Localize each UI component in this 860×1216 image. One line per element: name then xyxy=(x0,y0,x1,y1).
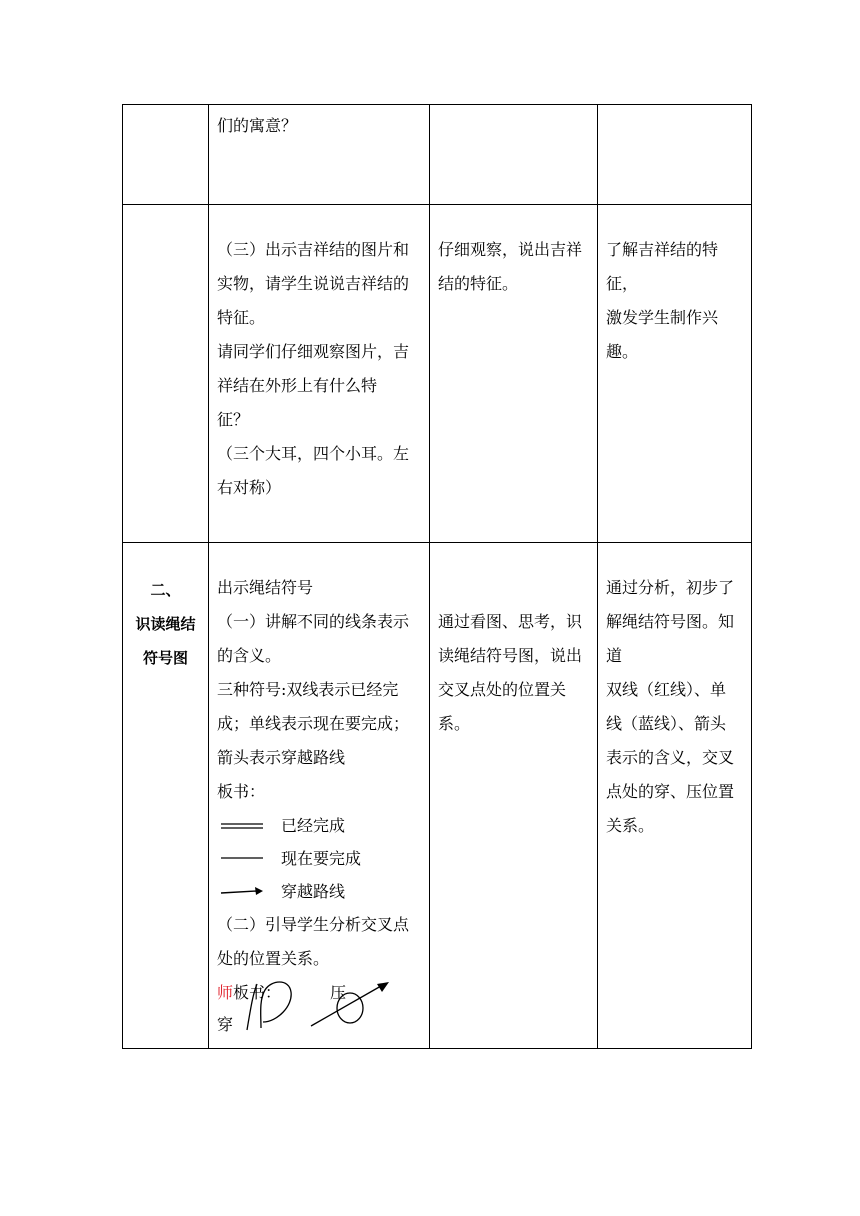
press-label: 压 xyxy=(330,983,347,1002)
text-line: 通过分析，初步了 xyxy=(606,578,735,597)
table-row xyxy=(123,205,752,543)
symbol-label: 现在要完成 xyxy=(281,848,362,868)
table-row xyxy=(123,543,752,1049)
text-line: 点处的穿、压位置 xyxy=(606,782,735,801)
text-line: （三）出示吉祥结的图片和 xyxy=(217,240,410,259)
text-line: 处的位置关系。 xyxy=(217,949,330,968)
text-line: 成；单线表示现在要完成； xyxy=(217,714,410,733)
text-line: 特征。 xyxy=(217,308,266,327)
text-line: 箭头表示穿越路线 xyxy=(217,748,346,767)
text-line: 关系。 xyxy=(606,816,655,835)
text-line: 板书： xyxy=(217,782,266,801)
text-line: 读绳结符号图，说出 xyxy=(438,646,583,665)
text-line: 了解吉祥结的特 xyxy=(606,240,719,259)
stage-number: 二、 xyxy=(150,581,181,599)
text-line: 征， xyxy=(606,274,639,293)
design-purpose-cell xyxy=(598,205,752,543)
student-activity-cell xyxy=(430,543,598,1049)
text-line: 实物，请学生说说吉祥结的 xyxy=(217,274,410,293)
stage-cell xyxy=(123,105,209,205)
symbol-legend-item xyxy=(217,842,423,875)
stage-title: 识读绳结 xyxy=(135,615,196,633)
board-prefix: 师 xyxy=(217,983,234,1002)
lesson-plan-table xyxy=(122,104,752,1049)
text-line: 出示绳结符号 xyxy=(217,578,314,597)
symbol-legend-item xyxy=(217,875,423,908)
stage-cell xyxy=(123,543,209,1049)
board-label: 板书： xyxy=(233,983,282,1002)
text-line: 系。 xyxy=(438,714,471,733)
text-line: 通过看图、思考，识 xyxy=(438,612,583,631)
text-line: 征？ xyxy=(217,410,250,429)
text-line: 道 xyxy=(606,646,623,665)
table-row xyxy=(123,105,752,205)
text-line: 仔细观察，说出吉祥 xyxy=(438,240,583,259)
crossing-sketch-icon xyxy=(217,976,424,1042)
teacher-activity-cell xyxy=(209,205,430,543)
text-line: 右对称） xyxy=(217,478,282,497)
text-line: 趣。 xyxy=(606,342,639,361)
design-purpose-cell xyxy=(598,543,752,1049)
teacher-activity-cell xyxy=(209,543,430,1049)
symbol-label: 已经完成 xyxy=(281,815,346,835)
text-line: 结的特征。 xyxy=(438,274,519,293)
arrow-icon xyxy=(219,885,265,899)
text-line: 请同学们仔细观察图片，吉 xyxy=(217,342,410,361)
board-sketch xyxy=(217,976,423,1042)
design-purpose-cell xyxy=(598,105,752,205)
text-line: 交叉点处的位置关 xyxy=(438,680,567,699)
text-line: 双线（红线）、单 xyxy=(606,680,727,699)
text-line: 激发学生制作兴 xyxy=(606,308,719,327)
symbol-label: 穿越路线 xyxy=(281,881,346,901)
text-line: 线（蓝线）、箭头 xyxy=(606,714,727,733)
single-line-icon xyxy=(219,852,265,866)
stage-cell xyxy=(123,205,209,543)
student-activity-cell xyxy=(430,105,598,205)
through-label: 穿 xyxy=(217,1015,234,1034)
student-activity-cell xyxy=(430,205,598,543)
symbol-legend-item xyxy=(217,809,423,842)
text-line: 祥结在外形上有什么特 xyxy=(217,376,378,395)
text-line: （三个大耳，四个小耳。左 xyxy=(217,444,410,463)
text-line: 们的寓意？ xyxy=(217,116,298,135)
text-line: 三种符号:双线表示已经完 xyxy=(217,680,399,699)
text-line: 表示的含义，交叉 xyxy=(606,748,735,767)
text-line: 解绳结符号图。知 xyxy=(606,612,735,631)
text-line: （二）引导学生分析交叉点 xyxy=(217,915,410,934)
stage-title: 符号图 xyxy=(142,649,188,667)
teacher-activity-cell xyxy=(209,105,430,205)
text-line: 的含义。 xyxy=(217,646,282,665)
double-line-icon xyxy=(219,819,265,833)
text-line: （一）讲解不同的线条表示 xyxy=(217,612,410,631)
